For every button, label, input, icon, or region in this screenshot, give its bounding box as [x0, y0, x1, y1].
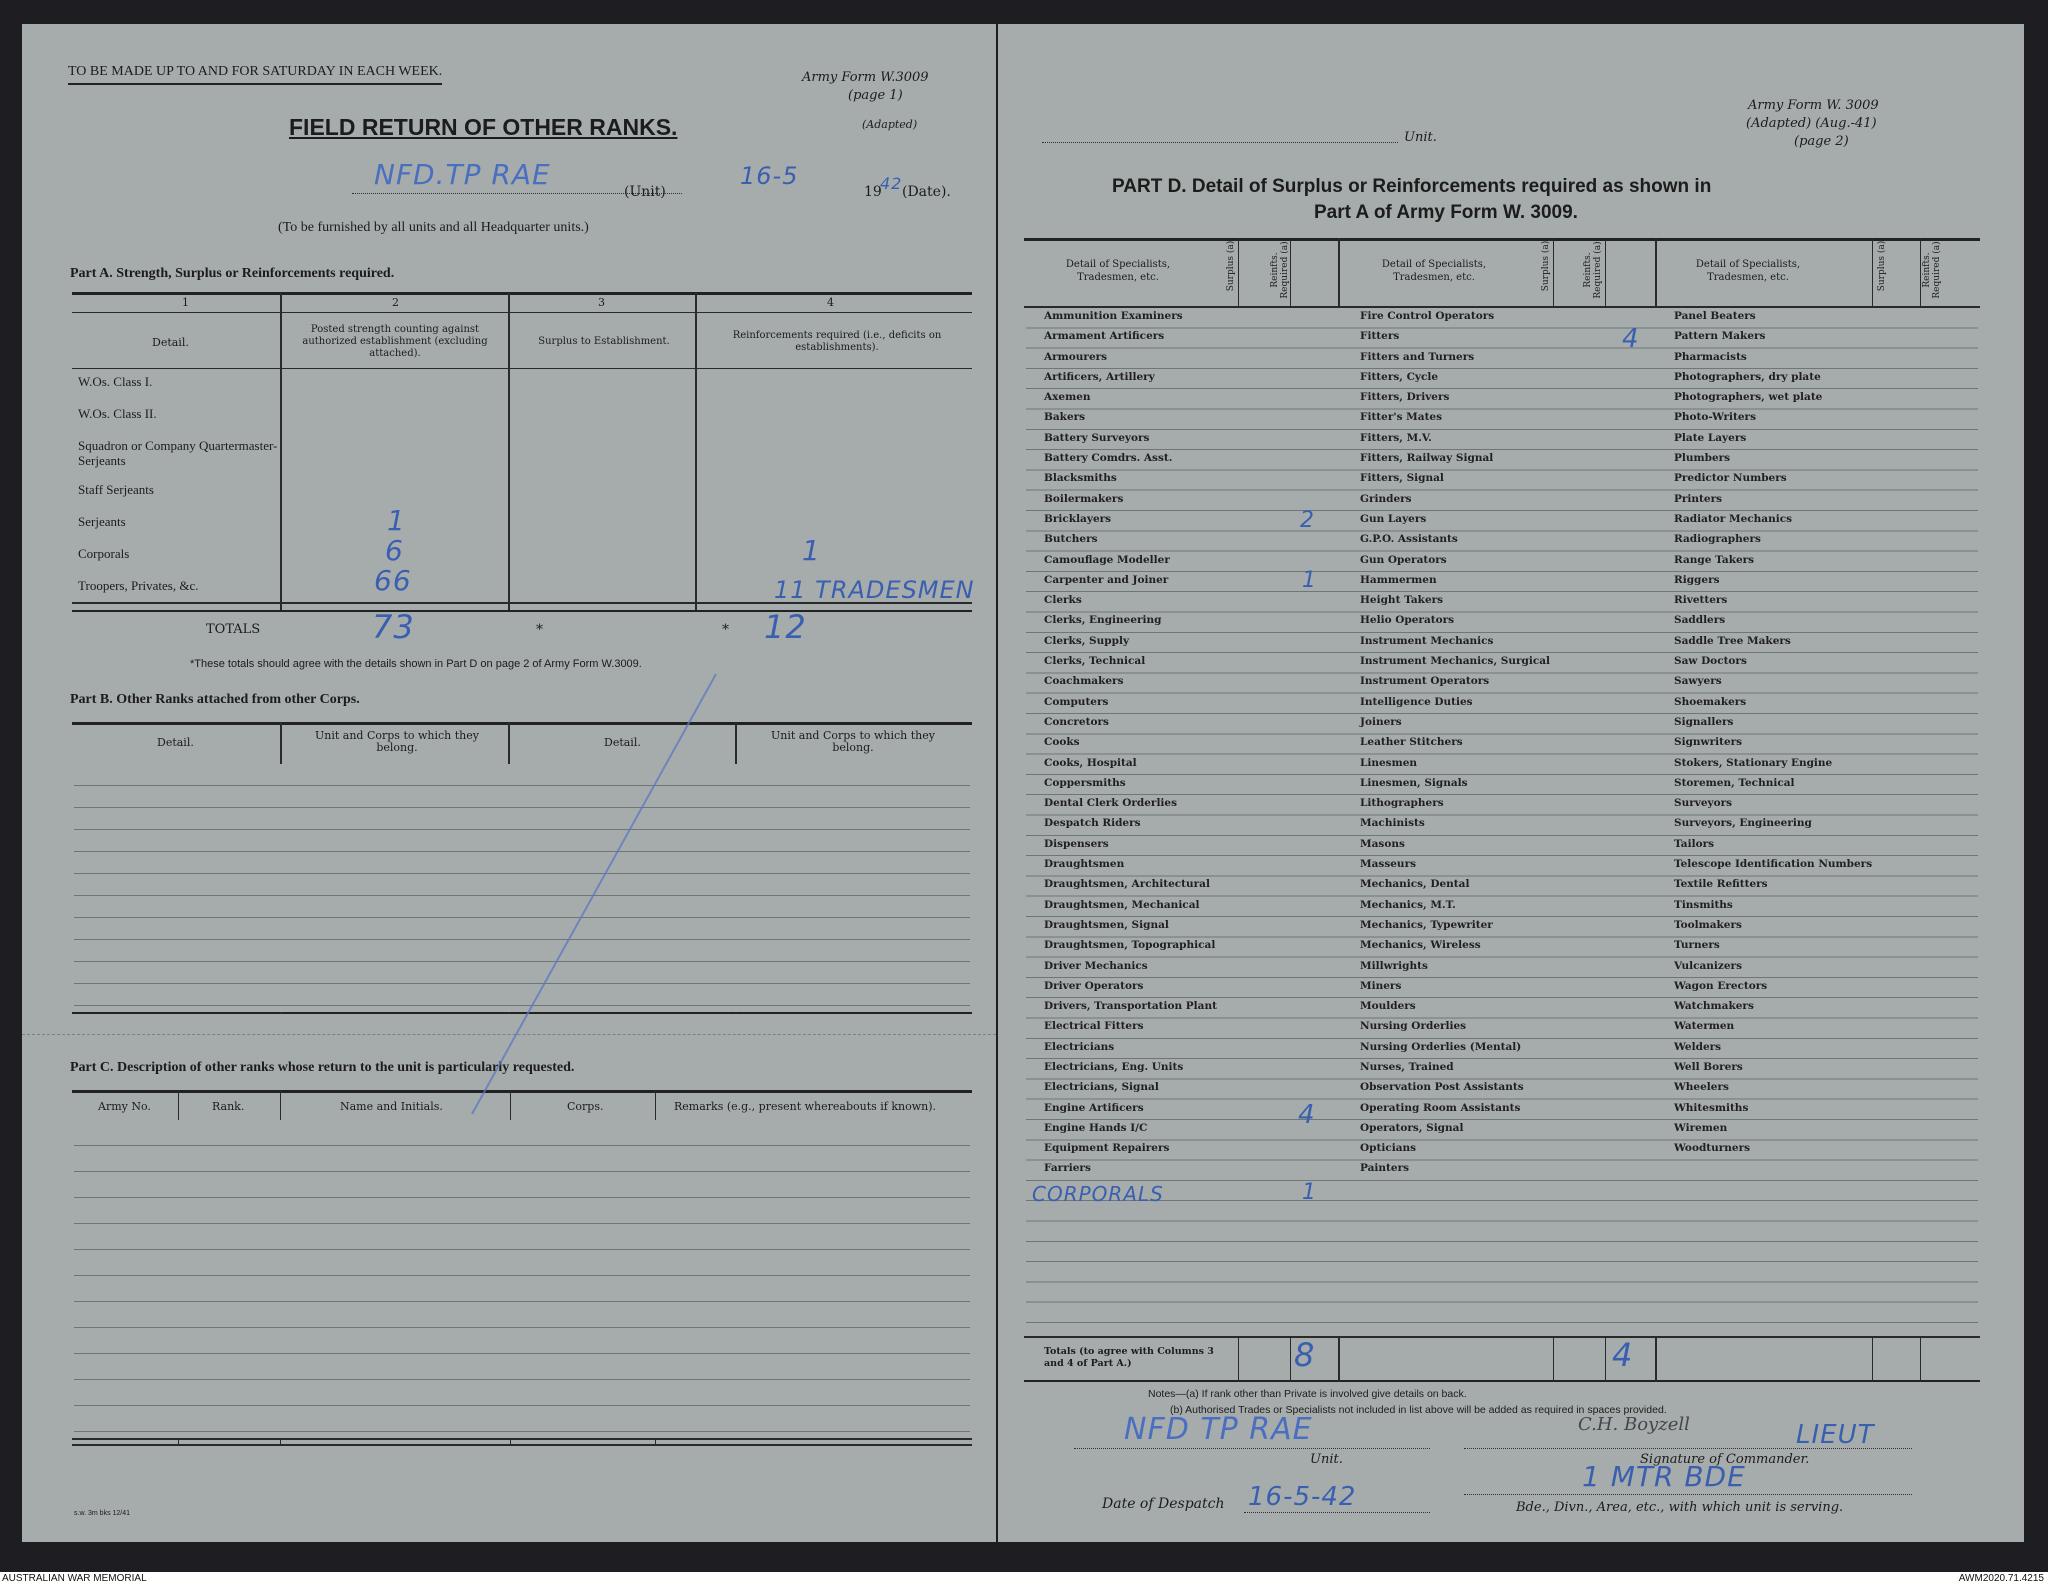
- date-label: (Date).: [902, 184, 951, 200]
- top-note: TO BE MADE UP TO AND FOR SATURDAY IN EACH WEEK.: [68, 64, 442, 85]
- trade-item: Photo-Writers: [1674, 411, 1756, 424]
- trade-item: Joiners: [1360, 715, 1402, 728]
- trade-item: Instrument Operators: [1360, 675, 1490, 688]
- trade-item: Tinsmiths: [1674, 898, 1733, 911]
- totals-label: TOTALS: [206, 622, 261, 637]
- col-header-detail-3: Detail of Specialists, Tradesmen, etc.: [1695, 259, 1801, 283]
- trade-item: Equipment Repairers: [1044, 1142, 1170, 1155]
- totals-reinf-mark: *: [722, 622, 729, 638]
- trade-item: Armourers: [1044, 350, 1108, 363]
- trade-item: Operating Room Assistants: [1360, 1101, 1521, 1114]
- despatch-label: Date of Despatch: [1102, 1496, 1225, 1512]
- part-c-col-name: Name and Initials.: [340, 1100, 443, 1113]
- form-reference: Army Form W.3009: [802, 70, 929, 85]
- totals-posted: 73: [372, 608, 415, 646]
- row-corporals: Corporals: [78, 546, 130, 561]
- trade-item: Concretors: [1044, 715, 1109, 728]
- part-b-col-unit-2: Unit and Corps to which they belong.: [771, 729, 935, 754]
- trade-item: Bakers: [1044, 411, 1086, 424]
- trade-item: Helio Operators: [1360, 614, 1455, 627]
- notes-line-2: (b) Authorised Trades or Specialists not included in list above will be added as required in spaces provided.: [1170, 1404, 1667, 1416]
- unit-dotted-line: [1042, 142, 1398, 143]
- form-page-1: [22, 24, 996, 1542]
- troopers-posted: 66: [374, 564, 412, 597]
- trade-item: Range Takers: [1674, 553, 1755, 566]
- trade-item: Despatch Riders: [1044, 817, 1141, 830]
- part-b-col-unit-1: Unit and Corps to which they belong.: [315, 729, 479, 754]
- trade-item: Masseurs: [1360, 858, 1417, 871]
- trade-item: Clerks, Supply: [1044, 634, 1130, 647]
- trade-item: Clerks: [1044, 594, 1082, 607]
- trade-item: Mechanics, M.T.: [1360, 898, 1456, 911]
- trade-item: Fitters, Signal: [1360, 472, 1444, 485]
- trade-item: Masons: [1360, 837, 1405, 850]
- trade-item: Radiographers: [1674, 533, 1761, 546]
- trade-item: Telescope Identification Numbers: [1674, 858, 1873, 871]
- trade-item: Draughtsmen, Mechanical: [1044, 898, 1200, 911]
- trade-item: Photographers, dry plate: [1674, 370, 1821, 383]
- trade-item: Drivers, Transportation Plant: [1044, 1000, 1217, 1013]
- trade-item: Blacksmiths: [1044, 472, 1117, 485]
- trade-item: Sawyers: [1674, 675, 1722, 688]
- trade-item: Whitesmiths: [1674, 1101, 1749, 1114]
- part-a-col-header-surplus: Surplus to Establishment.: [538, 336, 670, 347]
- trade-item: Electricians: [1044, 1040, 1115, 1053]
- form-reference: Army Form W. 3009: [1748, 98, 1879, 113]
- trade-item: Opticians: [1360, 1142, 1417, 1155]
- trade-item: Computers: [1044, 695, 1109, 708]
- trade-item: Painters: [1360, 1162, 1410, 1175]
- trade-item: Fitters, Railway Signal: [1360, 452, 1494, 465]
- trade-item: Wagon Erectors: [1674, 979, 1768, 992]
- date-handwritten: 16-5: [740, 162, 799, 190]
- trade-item: Turners: [1674, 939, 1720, 952]
- trade-item: Artificers, Artillery: [1044, 370, 1155, 383]
- col-header-reinf-2: Reinfts. Required (a): [1583, 241, 1603, 299]
- trade-item: Engine Artificers: [1044, 1101, 1144, 1114]
- trade-item: Battery Surveyors: [1044, 431, 1150, 444]
- trade-item: Printers: [1674, 492, 1723, 505]
- trade-item: Clerks, Technical: [1044, 655, 1146, 668]
- part-b-heading: Part B. Other Ranks attached from other Corps.: [70, 692, 360, 707]
- trade-item: Draughtsmen, Architectural: [1044, 878, 1210, 891]
- trade-item: Coachmakers: [1044, 675, 1124, 688]
- printer-mark: s.w. 3m bks 12/41: [74, 1510, 131, 1517]
- trade-item: Wheelers: [1674, 1081, 1729, 1094]
- trade-item: Camouflage Modeller: [1044, 553, 1170, 566]
- trade-item: Driver Operators: [1044, 979, 1144, 992]
- signature-caption: Signature of Commander.: [1640, 1452, 1810, 1467]
- page-reference: (page 2): [1794, 134, 1849, 149]
- trade-item: Miners: [1360, 979, 1402, 992]
- trade-item: Fitters, Drivers: [1360, 391, 1450, 404]
- trade-item: Photographers, wet plate: [1674, 391, 1823, 404]
- trade-item: Carpenter and Joiner: [1044, 573, 1169, 586]
- trade-item: Fitters, M.V.: [1360, 431, 1432, 444]
- col-header-surplus-3: Surplus (a): [1877, 240, 1887, 292]
- part-d-column-2: [1360, 306, 1550, 1179]
- col-number-1: 1: [182, 296, 189, 309]
- row-troopers: Troopers, Privates, &c.: [78, 578, 199, 593]
- unit-label: Unit.: [1404, 130, 1437, 145]
- part-a-footnote: *These totals should agree with the details shown in Part D on page 2 of Army Form W.3009.: [190, 658, 642, 670]
- trade-item: Draughtsmen, Topographical: [1044, 939, 1216, 952]
- trade-item: Farriers: [1044, 1162, 1091, 1175]
- trade-item: Instrument Mechanics: [1360, 634, 1494, 647]
- trade-item: Intelligence Duties: [1360, 695, 1473, 708]
- trade-item: Nursing Orderlies (Mental): [1360, 1040, 1522, 1053]
- trade-item: Gun Operators: [1360, 553, 1447, 566]
- part-b-col-detail-2: Detail.: [604, 736, 641, 749]
- part-b-col-detail-1: Detail.: [157, 736, 194, 749]
- trade-item: Linesmen, Signals: [1360, 776, 1468, 789]
- trade-item: Ammunition Examiners: [1044, 310, 1183, 322]
- col-header-reinf-1: Reinfts. Required (a): [1270, 241, 1290, 299]
- col-number-3: 3: [598, 296, 605, 309]
- divider: [1024, 1336, 1980, 1338]
- trade-item: Stokers, Stationary Engine: [1674, 756, 1833, 769]
- trade-item: Electrical Fitters: [1044, 1020, 1144, 1033]
- bricklayers-reinf: 2: [1300, 508, 1315, 533]
- trade-item: Mechanics, Dental: [1360, 878, 1470, 891]
- col-number-2: 2: [392, 296, 399, 309]
- page-reference: (page 1): [848, 88, 903, 103]
- trade-item: Cooks: [1044, 736, 1080, 749]
- trade-item: Panel Beaters: [1674, 310, 1756, 322]
- rank-handwritten: LIEUT: [1796, 1420, 1875, 1450]
- form-page-2: [998, 24, 2024, 1542]
- unit-handwritten: NFD TP RAE: [1124, 1412, 1313, 1447]
- adapted-mark: (Adapted) (Aug.-41): [1746, 116, 1877, 131]
- bde-handwritten: 1 MTR BDE: [1582, 1460, 1746, 1493]
- totals-col1: 8: [1294, 1336, 1316, 1374]
- footer-accession: AWM2020.71.4215: [1958, 1573, 2044, 1584]
- unit-label: (Unit): [624, 184, 666, 200]
- trade-item: Electricians, Eng. Units: [1044, 1060, 1184, 1073]
- trade-item: Saddlers: [1674, 614, 1726, 627]
- trade-item: Signwriters: [1674, 736, 1743, 749]
- trade-item: Instrument Mechanics, Surgical: [1360, 655, 1551, 668]
- fitters-reinf: 4: [1622, 324, 1640, 354]
- trade-item: Lithographers: [1360, 797, 1444, 810]
- trade-item: Dental Clerk Orderlies: [1044, 797, 1178, 810]
- trade-item: Surveyors, Engineering: [1674, 817, 1812, 830]
- trade-item: Millwrights: [1360, 959, 1428, 972]
- trade-item: Fitter's Mates: [1360, 411, 1443, 424]
- footer-credit: AUSTRALIAN WAR MEMORIAL: [2, 1573, 147, 1584]
- trade-item: Fitters, Cycle: [1360, 370, 1439, 383]
- trade-item: Clerks, Engineering: [1044, 614, 1162, 627]
- trade-item: Linesmen: [1360, 756, 1418, 769]
- totals-label: Totals (to agree with Columns 3 and 4 of Part A.): [1044, 1346, 1214, 1369]
- trade-item: Coppersmiths: [1044, 776, 1126, 789]
- col-header-detail-1: Detail of Specialists, Tradesmen, etc.: [1065, 259, 1171, 283]
- trade-item: Fitters: [1360, 330, 1400, 343]
- corporals-reinf: 1: [1302, 1180, 1317, 1205]
- trade-item: Plumbers: [1674, 452, 1731, 465]
- trade-item: Woodturners: [1674, 1142, 1751, 1155]
- trade-item: Draughtsmen: [1044, 858, 1125, 871]
- trade-item: Boilermakers: [1044, 492, 1124, 505]
- trade-item: Height Takers: [1360, 594, 1444, 607]
- furnish-note: (To be furnished by all units and all Headquarter units.): [278, 220, 589, 235]
- carpenter-reinf: 1: [1302, 568, 1317, 593]
- trade-item: Storemen, Technical: [1674, 776, 1795, 789]
- trade-item: Draughtsmen, Signal: [1044, 918, 1169, 931]
- part-a-col-header-reinf: Reinforcements required (i.e., deficits on establishments).: [732, 330, 942, 353]
- year-handwritten: 42: [880, 174, 903, 193]
- trade-item: Watermen: [1674, 1020, 1735, 1033]
- totals-reinf: 12: [764, 608, 807, 646]
- trade-item: Grinders: [1360, 492, 1412, 505]
- part-c-heading: Part C. Description of other ranks whose return to the unit is particularly requested.: [70, 1060, 575, 1075]
- page-title: FIELD RETURN OF OTHER RANKS.: [289, 114, 678, 140]
- trade-item: Textile Refitters: [1674, 878, 1768, 891]
- trade-item: Bricklayers: [1044, 512, 1112, 525]
- trade-item: Shoemakers: [1674, 695, 1747, 708]
- part-a-col-header-posted: Posted strength counting against authorized establishment (excluding attached).: [302, 324, 488, 359]
- troopers-reinf: 11 TRADESMEN: [774, 576, 975, 604]
- trade-item: Gun Layers: [1360, 512, 1427, 525]
- totals-surplus-mark: *: [536, 622, 543, 638]
- part-a-col-header-detail: Detail.: [152, 336, 189, 349]
- row-cqms: Squadron or Company Quartermaster-Serjeants: [78, 438, 278, 468]
- trade-item: G.P.O. Assistants: [1360, 533, 1458, 546]
- trade-item: Mechanics, Typewriter: [1360, 918, 1493, 931]
- trade-item: Watchmakers: [1674, 1000, 1754, 1013]
- trade-item: Welders: [1674, 1040, 1722, 1053]
- trade-item: Electricians, Signal: [1044, 1081, 1159, 1094]
- trade-item: Radiator Mechanics: [1674, 512, 1793, 525]
- trade-item: Pharmacists: [1674, 350, 1747, 363]
- corporals-posted: 6: [385, 534, 404, 567]
- row-wo-class-2: W.Os. Class II.: [78, 406, 157, 421]
- trade-item: Predictor Numbers: [1674, 472, 1787, 485]
- serjeants-posted: 1: [387, 504, 406, 537]
- despatch-line: [1244, 1512, 1430, 1513]
- col-header-detail-2: Detail of Specialists, Tradesmen, etc.: [1381, 259, 1487, 283]
- trade-item: Riggers: [1674, 573, 1720, 586]
- part-c-col-remarks: Remarks (e.g., present whereabouts if known).: [674, 1100, 937, 1113]
- row-wo-class-1: W.Os. Class I.: [78, 374, 153, 389]
- trade-item: Fire Control Operators: [1360, 310, 1495, 322]
- part-c-col-corps: Corps.: [567, 1100, 604, 1113]
- trade-item: Nursing Orderlies: [1360, 1020, 1467, 1033]
- part-d-title-1: PART D. Detail of Surplus or Reinforcements required as shown in: [1112, 176, 1712, 197]
- trade-item: Surveyors: [1674, 797, 1733, 810]
- part-a-heading: Part A. Strength, Surplus or Reinforcements required.: [70, 266, 395, 281]
- adapted-mark: (Adapted): [862, 118, 918, 131]
- trade-item: Plate Layers: [1674, 431, 1747, 444]
- trade-item: Fitters and Turners: [1360, 350, 1475, 363]
- engine-artificers-reinf: 4: [1298, 1100, 1316, 1130]
- trade-item: Engine Hands I/C: [1044, 1121, 1148, 1134]
- trade-item: Operators, Signal: [1360, 1121, 1464, 1134]
- col-number-4: 4: [827, 296, 834, 309]
- trade-item: Mechanics, Wireless: [1360, 939, 1481, 952]
- trade-item: Moulders: [1360, 1000, 1416, 1013]
- bde-line: [1464, 1494, 1912, 1495]
- col-header-reinf-3: Reinfts. Required (a): [1922, 241, 1942, 299]
- col-header-surplus-2: Surplus (a): [1541, 240, 1551, 292]
- part-d-column-1: [1044, 306, 1217, 1179]
- pencil-strike: [22, 24, 996, 1542]
- trade-item: Toolmakers: [1674, 918, 1742, 931]
- trade-item: Armament Artificers: [1044, 330, 1165, 343]
- trade-item: Nurses, Trained: [1360, 1060, 1454, 1073]
- corporals-label: CORPORALS: [1032, 1182, 1164, 1206]
- part-d-column-3: [1674, 306, 1872, 1158]
- trade-item: Dispensers: [1044, 837, 1109, 850]
- trade-item: Hammermen: [1360, 573, 1437, 586]
- trade-item: Axemen: [1044, 391, 1091, 404]
- unit-caption: Unit.: [1310, 1452, 1343, 1467]
- row-serjeants: Serjeants: [78, 514, 126, 529]
- trade-item: Saddle Tree Makers: [1674, 634, 1791, 647]
- unit-sign-line: [1074, 1448, 1430, 1449]
- part-d-title-2: Part A of Army Form W. 3009.: [1314, 202, 1578, 223]
- trade-item: Battery Comdrs. Asst.: [1044, 452, 1173, 465]
- corporals-reinf: 1: [802, 534, 821, 567]
- signature: C.H. Boyzell: [1578, 1414, 1690, 1435]
- trade-item: Cooks, Hospital: [1044, 756, 1137, 769]
- trade-item: Pattern Makers: [1674, 330, 1766, 343]
- despatch-handwritten: 16-5-42: [1248, 1482, 1357, 1512]
- part-c-col-army-no: Army No.: [98, 1100, 151, 1113]
- totals-col2: 4: [1612, 1336, 1634, 1374]
- trade-item: Machinists: [1360, 817, 1425, 830]
- year-prefix: 19: [864, 184, 882, 200]
- unit-handwritten: NFD.TP RAE: [374, 158, 551, 191]
- trade-item: Leather Stitchers: [1360, 736, 1463, 749]
- notes-line-1: Notes—(a) If rank other than Private is involved give details on back.: [1148, 1388, 1467, 1400]
- trade-item: Butchers: [1044, 533, 1098, 546]
- trade-item: Driver Mechanics: [1044, 959, 1148, 972]
- part-c-col-rank: Rank.: [212, 1100, 245, 1113]
- trade-item: Rivetters: [1674, 594, 1728, 607]
- trade-item: Observation Post Assistants: [1360, 1081, 1524, 1094]
- trade-item: Vulcanizers: [1674, 959, 1743, 972]
- trade-item: Wiremen: [1674, 1121, 1728, 1134]
- trade-item: Well Borers: [1674, 1060, 1743, 1073]
- row-staff-serjeants: Staff Serjeants: [78, 482, 154, 497]
- trade-item: Saw Doctors: [1674, 655, 1747, 668]
- col-header-surplus-1: Surplus (a): [1226, 240, 1236, 292]
- bde-caption: Bde., Divn., Area, etc., with which unit is serving.: [1516, 1500, 1844, 1515]
- trade-item: Signallers: [1674, 715, 1734, 728]
- trade-item: Tailors: [1674, 837, 1715, 850]
